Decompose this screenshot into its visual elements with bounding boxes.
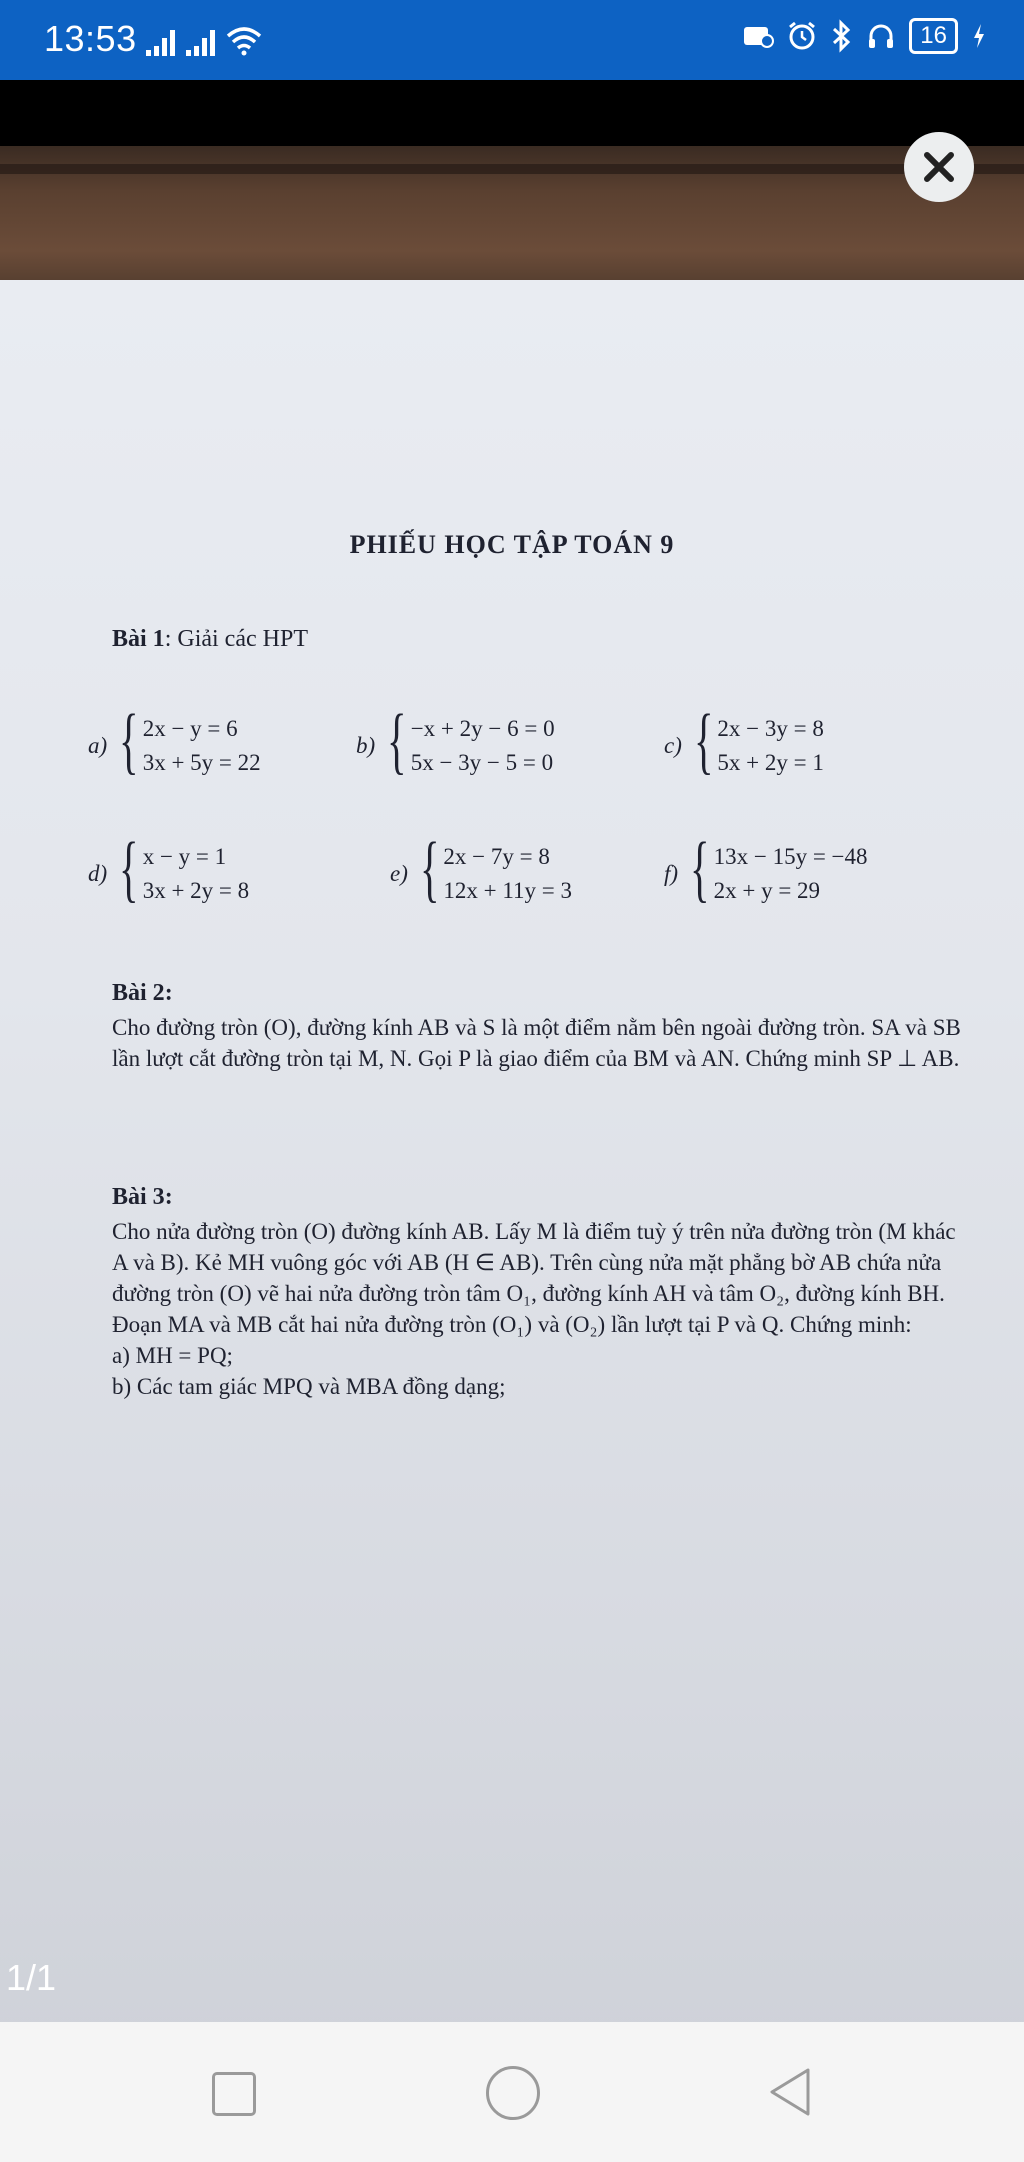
alarm-icon [787, 21, 817, 51]
equation: 3x + 2y = 8 [142, 878, 250, 903]
bai2-text: Cho đường tròn (O), đường kính AB và S là một điểm nằm bên ngoài đường tròn. SA và SB lần lượt cắt đường tròn tại M, N. Gọi P là giao điểm của BM và AN. Chứng minh SP ⊥ AB. [112, 1015, 961, 1071]
home-icon[interactable] [486, 2066, 540, 2120]
battery-icon: 16 [909, 18, 958, 54]
navigation-bar [0, 2022, 1024, 2162]
worksheet-title: PHIẾU HỌC TẬP TOÁN 9 [349, 530, 675, 559]
bai3-heading [112, 1184, 173, 1211]
equation: x − y = 1 [142, 844, 227, 869]
system-a [88, 700, 261, 783]
system-label: c) [664, 733, 682, 758]
equation: 3x + 5y = 22 [142, 750, 261, 775]
system-label: a) [88, 733, 108, 758]
bai1-heading [112, 626, 308, 653]
bai1-text: : Giải các HPT [164, 626, 308, 652]
equation: 2x − 3y = 8 [717, 716, 824, 741]
close-icon [922, 150, 956, 184]
status-time: 13:53 [44, 18, 137, 59]
equation: −x + 2y − 6 = 0 [410, 716, 555, 741]
status-bar [0, 0, 1024, 80]
equation: 2x − y = 6 [142, 716, 238, 741]
system-f [664, 828, 868, 911]
desk-edge [0, 164, 1024, 174]
system-label: e) [390, 861, 408, 886]
bai3-body: Cho nửa đường tròn (O) đường kính AB. Lấy M là điểm tuỳ ý trên nửa đường tròn (M khác A và B). Kẻ MH vuông góc với AB (H ∈ AB). Trên cùng nửa mặt phẳng bờ AB chứa nửa đường tròn (O) vẽ hai nửa đường tròn tâm O₁, đường kính AH và tâm O₂, đường kính BH. Đoạn MA và MB cắt hai nửa đường tròn (O₁) và (O₂) lần lượt tại P và Q. Chứng minh: [112, 1219, 956, 1337]
system-label: b) [356, 733, 376, 758]
bai3-colon: : [164, 1184, 173, 1210]
equation: 5x − 3y − 5 = 0 [410, 750, 554, 775]
system-label: d) [88, 861, 108, 886]
page-counter: 1/1 [6, 1957, 57, 1998]
wifi-icon [226, 26, 262, 56]
brace: { [387, 700, 407, 783]
bai3-label: Bài 3 [112, 1184, 165, 1210]
equation: 2x + y = 29 [713, 878, 821, 903]
bluetooth-icon [831, 21, 853, 51]
brace: { [119, 828, 139, 911]
system-e [390, 828, 572, 911]
image-viewer[interactable] [0, 80, 1024, 1998]
system-label: f) [664, 861, 679, 886]
system-d [88, 828, 250, 911]
bai2-label: Bài 2 [112, 980, 165, 1006]
bai3-text [112, 1216, 972, 1402]
signal-icon [186, 28, 215, 56]
bai3-item-a: a) MH = PQ; [112, 1343, 233, 1368]
brace: { [693, 700, 714, 783]
brace: { [119, 700, 139, 783]
recents-icon[interactable] [212, 2072, 256, 2116]
bai2-colon: : [164, 980, 173, 1006]
headphones-icon [867, 22, 895, 50]
charging-icon [972, 22, 986, 50]
close-button[interactable] [904, 132, 974, 202]
equation: 13x − 15y = −48 [713, 844, 868, 869]
brace: { [419, 828, 440, 911]
equation: 2x − 7y = 8 [443, 844, 550, 869]
system-c [664, 700, 824, 783]
signal-icon [146, 28, 175, 56]
bai1-label: Bài 1 [112, 626, 165, 652]
equation: 12x + 11y = 3 [443, 878, 572, 903]
bai3-item-b: b) Các tam giác MPQ và MBA đồng dạng; [112, 1374, 506, 1399]
status-icons [743, 18, 986, 54]
bai2-heading [112, 980, 173, 1007]
document-photo [0, 80, 1024, 1958]
brace: { [690, 828, 710, 911]
equation: 5x + 2y = 1 [717, 750, 824, 775]
back-icon[interactable] [768, 2066, 812, 2118]
system-b [356, 700, 555, 783]
notification-icon [743, 23, 773, 49]
